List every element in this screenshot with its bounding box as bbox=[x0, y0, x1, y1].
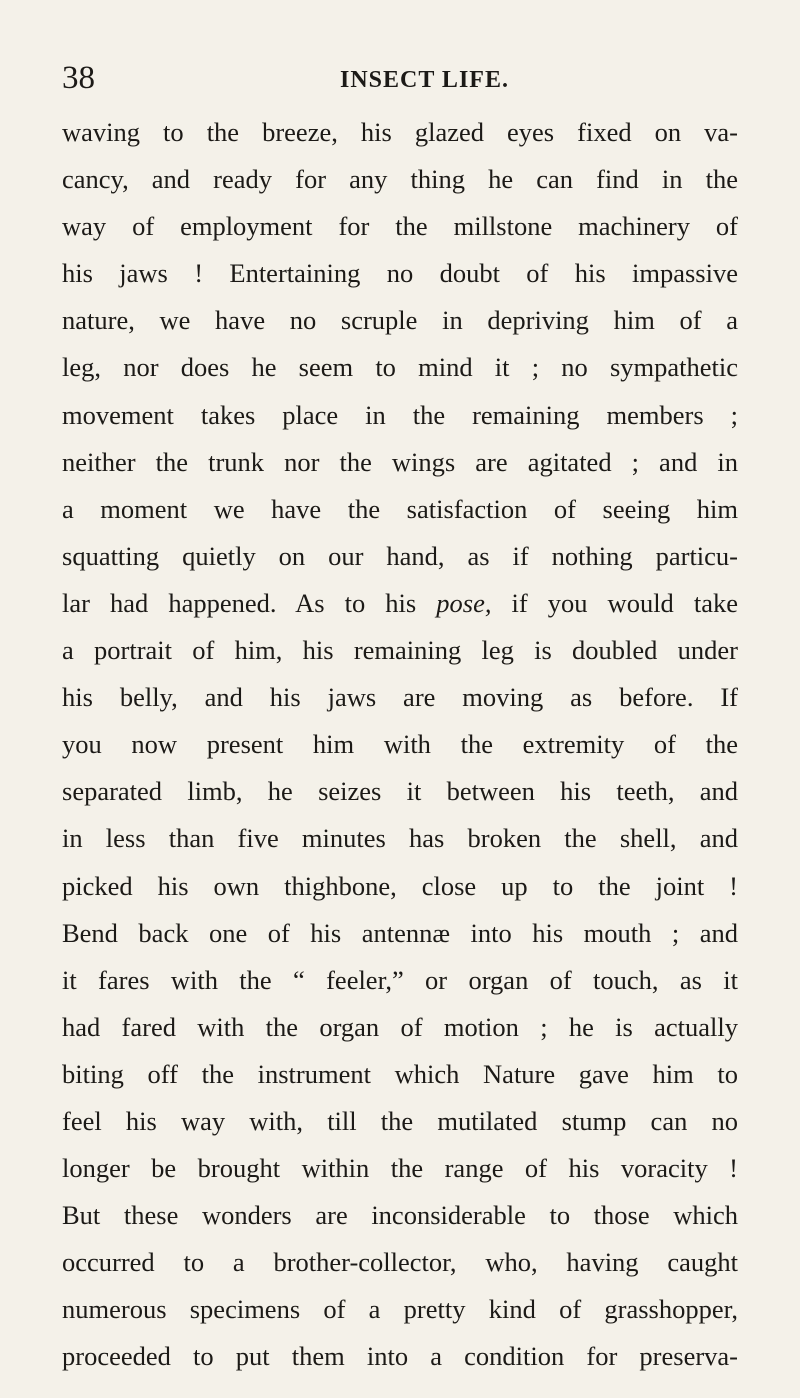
text-line: nature, we have no scruple in depriving him of a bbox=[62, 305, 738, 336]
text-line: a portrait of him, his remaining leg is doubled under bbox=[62, 635, 738, 666]
text-line: longer be brought within the range of his voracity ! bbox=[62, 1153, 738, 1184]
body-text bbox=[62, 109, 738, 1381]
text-line: Bend back one of his antennæ into his mouth ; and bbox=[62, 917, 738, 948]
text-line: proceeded to put them into a condition for preserva- bbox=[62, 1341, 738, 1372]
text-line: numerous specimens of a pretty kind of grasshopper, bbox=[62, 1294, 738, 1325]
text-line: squatting quietly on our hand, as if nothing particu- bbox=[62, 540, 738, 571]
text-segment: if you would take bbox=[491, 587, 739, 618]
text-line-with-italic bbox=[62, 580, 738, 627]
text-line: his jaws ! Entertaining no doubt of his impassive bbox=[62, 258, 738, 289]
text-line: leg, nor does he seem to mind it ; no sympathetic bbox=[62, 352, 738, 383]
text-line: separated limb, he seizes it between his teeth, and bbox=[62, 776, 738, 807]
text-line: way of employment for the millstone machinery of bbox=[62, 211, 738, 242]
text-line: neither the trunk nor the wings are agitated ; and in bbox=[62, 446, 738, 477]
text-line: cancy, and ready for any thing he can find in the bbox=[62, 164, 738, 195]
text-line: movement takes place in the remaining members ; bbox=[62, 399, 738, 430]
page-number: 38 bbox=[62, 60, 95, 96]
text-line: waving to the breeze, his glazed eyes fixed on va- bbox=[62, 117, 738, 147]
text-segment: lar had happened. As to his bbox=[62, 587, 437, 618]
text-line: you now present him with the extremity of the bbox=[62, 729, 738, 760]
text-line: biting off the instrument which Nature gave him to bbox=[62, 1058, 738, 1089]
text-line: But these wonders are inconsiderable to those which bbox=[62, 1200, 738, 1231]
text-line: a moment we have the satisfaction of seeing him bbox=[62, 493, 738, 524]
text-line: in less than five minutes has broken the shell, and bbox=[62, 823, 738, 854]
text-line: his belly, and his jaws are moving as before. If bbox=[62, 682, 738, 713]
running-title: INSECT LIFE. bbox=[340, 67, 509, 93]
italic-word: pose, bbox=[436, 587, 492, 618]
text-line: feel his way with, till the mutilated stump can no bbox=[62, 1105, 738, 1136]
text-line: occurred to a brother-collector, who, having caught bbox=[62, 1247, 738, 1278]
text-line: it fares with the “ feeler,” or organ of touch, as it bbox=[62, 964, 738, 995]
text-line: had fared with the organ of motion ; he is actually bbox=[62, 1011, 738, 1042]
running-head bbox=[62, 56, 742, 100]
text-line: picked his own thighbone, close up to the joint ! bbox=[62, 870, 738, 901]
